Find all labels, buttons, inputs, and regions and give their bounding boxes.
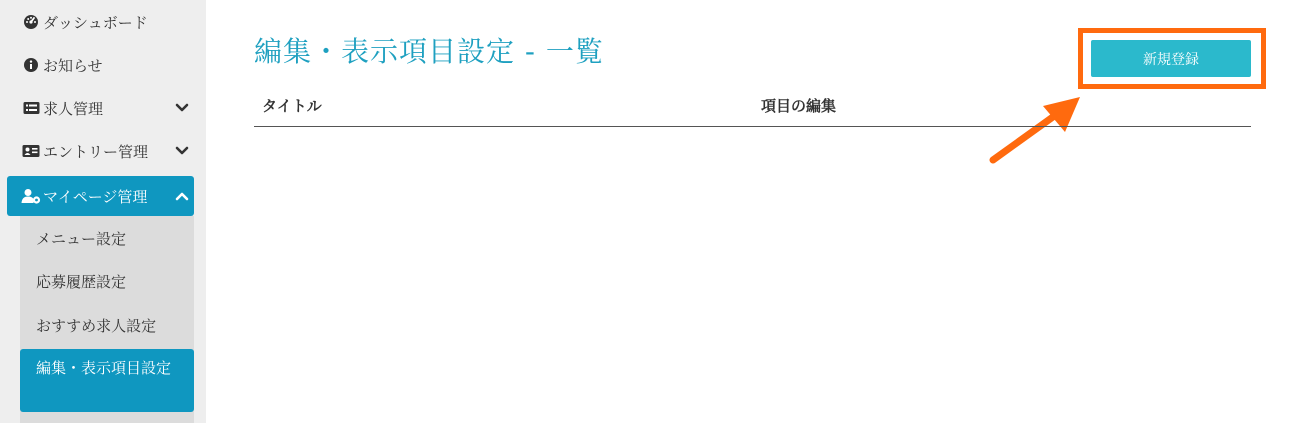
sidebar-item-jobs[interactable] — [7, 88, 194, 128]
table-header — [254, 92, 1251, 127]
sidebar-item-label: お知らせ — [43, 56, 103, 75]
sidebar-item-dashboard[interactable] — [7, 2, 194, 42]
chevron-down-icon[interactable] — [174, 143, 190, 159]
submenu-item-menu-settings[interactable]: メニュー設定 — [36, 230, 127, 248]
column-header-edit: 項目の編集 — [761, 97, 837, 115]
submenu-item-display-fields[interactable]: 編集・表示項目設定 — [20, 349, 194, 412]
dashboard-gauge-icon — [21, 12, 41, 32]
id-card-icon — [21, 141, 41, 161]
column-header-title: タイトル — [262, 97, 322, 115]
sidebar-item-mypage[interactable] — [7, 176, 194, 216]
sidebar-item-label: エントリー管理 — [43, 142, 149, 161]
sidebar-item-entries[interactable] — [7, 131, 194, 171]
user-gear-icon — [21, 186, 41, 206]
sidebar-item-label: ダッシュボード — [43, 13, 148, 32]
sidebar-item-label: マイページ管理 — [43, 187, 148, 206]
list-card-icon — [21, 98, 41, 118]
sidebar-item-news[interactable] — [7, 45, 194, 85]
info-circle-icon — [21, 55, 41, 75]
submenu-item-recommended-jobs[interactable]: おすすめ求人設定 — [36, 317, 157, 335]
chevron-down-icon[interactable] — [174, 100, 190, 116]
mypage-submenu — [20, 216, 194, 423]
chevron-up-icon[interactable] — [174, 188, 190, 204]
new-register-button[interactable]: 新規登録 — [1091, 40, 1251, 77]
sidebar — [0, 0, 206, 423]
sidebar-item-label: 求人管理 — [43, 99, 104, 118]
page-title: 編集・表示項目設定 - 一覧 — [254, 35, 604, 68]
submenu-item-application-history[interactable]: 応募履歴設定 — [36, 273, 127, 291]
